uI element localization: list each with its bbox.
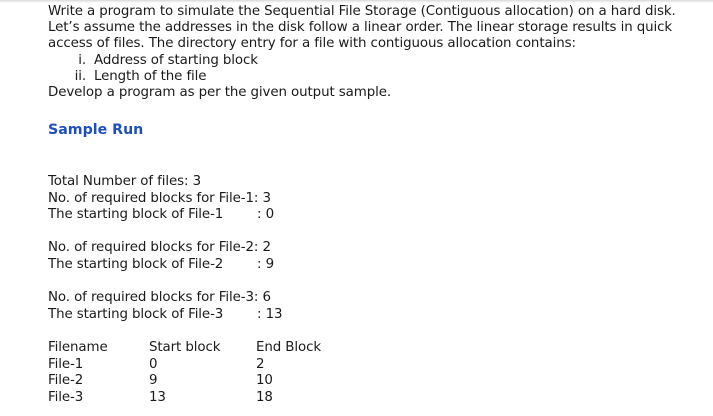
file3-start-label: The starting block of File-3 <box>48 306 224 322</box>
sample-run-heading: Sample Run <box>48 122 144 138</box>
sample-run-output <box>48 174 274 224</box>
problem-intro: Write a program to simulate the Sequential File Storage (Contiguous allocation) on a hard disk. Let’s assume the addresses in the disk follow a linear order. The linear storage results in quick access of files. The directory entry for a file with contiguous allocation contains: <box>48 4 676 52</box>
list-item-text: Length of the file <box>94 68 207 84</box>
sample-run-file3 <box>48 290 283 323</box>
list-item-number: i. <box>78 52 86 68</box>
cell-filename: File-1 <box>48 356 84 372</box>
problem-closing: Develop a program as per the given output sample. <box>48 85 392 101</box>
file1-start-label: The starting block of File-1 <box>48 207 224 222</box>
top-edge-shadow <box>0 0 713 3</box>
header-start-block: Start block <box>149 340 221 355</box>
cell-start-block: 0 <box>149 356 158 372</box>
header-end-block: End Block <box>256 340 322 355</box>
file1-blocks-line: No. of required blocks for File-1: 3 <box>48 190 271 206</box>
cell-filename: File-3 <box>48 389 84 405</box>
cell-start-block: 13 <box>149 389 166 405</box>
header-filename: Filename <box>48 340 108 355</box>
file1-start-line <box>48 207 274 224</box>
cell-start-block: 9 <box>149 373 158 388</box>
file2-blocks-line: No. of required blocks for File-2: 2 <box>48 240 271 255</box>
list-item-number: ii. <box>74 68 86 84</box>
directory-entry-list <box>48 53 708 85</box>
cell-end-block: 10 <box>256 373 273 388</box>
list-item <box>48 53 708 69</box>
sample-run-file2 <box>48 240 274 273</box>
cell-end-block: 18 <box>256 389 273 405</box>
file1-start-value: : 0 <box>257 207 274 222</box>
list-item <box>48 69 708 85</box>
file3-start-value: : 13 <box>257 306 283 322</box>
file3-start-line <box>48 306 283 324</box>
cell-end-block: 2 <box>256 356 265 372</box>
list-item-text: Address of starting block <box>94 52 258 68</box>
cell-filename: File-2 <box>48 373 84 388</box>
file2-start-value: : 9 <box>257 256 274 272</box>
file2-start-line <box>48 256 274 274</box>
total-files-line: Total Number of files: 3 <box>48 174 201 189</box>
problem-statement <box>48 4 708 101</box>
file3-blocks-line: No. of required blocks for File-3: 6 <box>48 290 271 305</box>
file2-start-label: The starting block of File-2 <box>48 256 224 272</box>
